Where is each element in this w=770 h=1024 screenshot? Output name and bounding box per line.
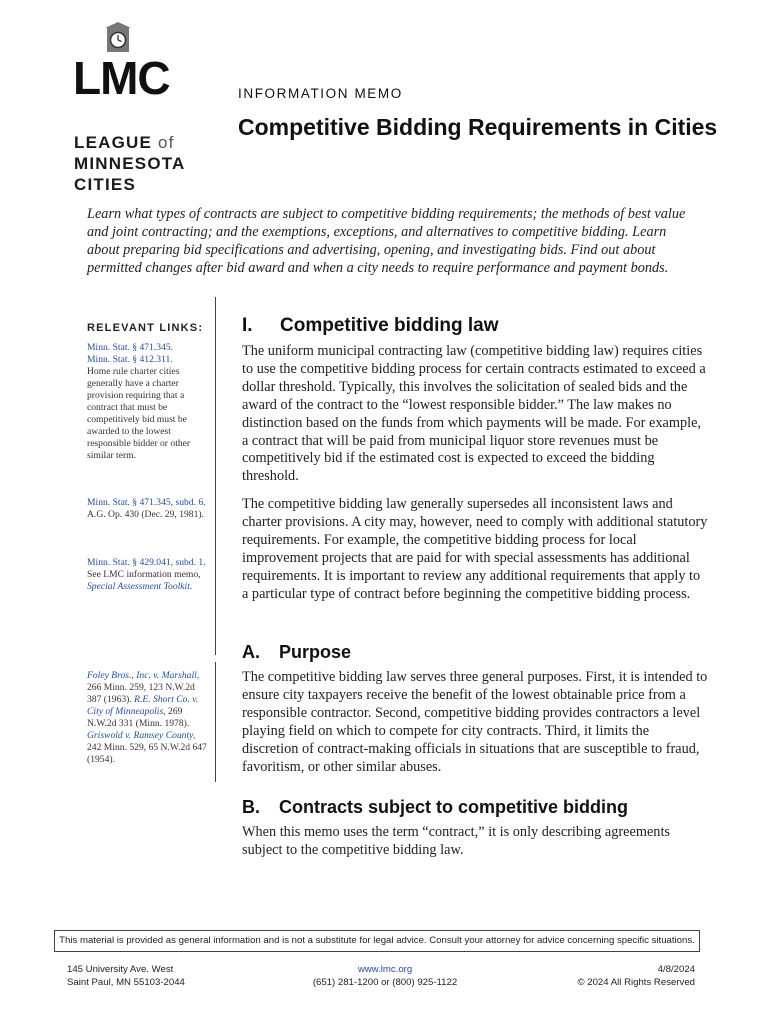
page-title: Competitive Bidding Requirements in Cities	[238, 114, 718, 140]
logo-org-line3: CITIES	[74, 175, 136, 194]
address-line-2: Saint Paul, MN 55103-2044	[67, 976, 185, 988]
copyright-notice: © 2024 All Rights Reserved	[577, 976, 695, 988]
logo-org-name	[74, 132, 214, 195]
link-case-foley-bros[interactable]: Foley Bros., Inc. v. Marshall,	[87, 670, 200, 681]
footer-address	[67, 964, 185, 989]
section-number: A.	[242, 642, 260, 662]
section-b-heading	[242, 797, 628, 818]
relevant-links-heading: RELEVANT LINKS:	[87, 322, 204, 334]
logo-org-line2: MINNESOTA	[74, 154, 186, 173]
section-title: Contracts subject to competitive bidding	[279, 797, 629, 817]
legal-disclaimer: This material is provided as general information and is not a substitute for legal advice. Consult your attorney for advice concerning specific situations.	[54, 930, 700, 952]
logo-org-of: of	[157, 133, 175, 152]
logo-roof	[105, 22, 131, 28]
citation-text: 266 Minn. 259, 123 N.W.2d 387 (1963).	[87, 682, 195, 705]
logo-org-line1: LEAGUE	[74, 133, 153, 152]
citation-text: 242 Minn. 529, 65 N.W.2d 647 (1954).	[87, 742, 207, 765]
section-title: Purpose	[279, 642, 352, 662]
section-1-paragraph-1: The uniform municipal contracting law (competitive bidding law) requires cities to use the competitive bidding process for certain contracts estimated to exceed a dollar threshold. Typically, this involves the solicitation of sealed bids and the award of the contract to the “lowest responsible bidder.” The law makes no distinction based on the funds from which payments will be made. For example, a contract that will be paid from municipal liquor store revenues must be competitively bid if the estimated cost is expected to exceed the bidding threshold.	[242, 343, 706, 485]
link-case-re-short[interactable]: R.E. Short Co. v. City of Minneapolis,	[87, 694, 199, 717]
intro-summary: Learn what types of contracts are subject to competitive bidding requirements; the methods of best value and joint contracting; and the exemptions, exceptions, and alternatives to competitive bidding. Learn about preparing bid specifications and advertising, opening, and investigating bids. Find out about permitted changes after bid award and when a city needs to require performance and payment bonds.	[87, 206, 686, 276]
section-1-paragraph-2: The competitive bidding law generally supersedes all inconsistent laws and charter provisions. A city may, however, need to comply with additional statutory requirements. For example, the competitive bidding process for local improvement projects that are paid for with special assessments has additional requirements. It is important to review any additional requirements that apply to a particular type of contract before beginning the competitive bidding process.	[242, 496, 708, 602]
section-number: I.	[242, 315, 253, 336]
section-a-heading	[242, 642, 351, 663]
memo-type-label: INFORMATION MEMO	[238, 86, 403, 101]
sidebar-note-4	[87, 670, 211, 766]
link-minn-stat-471-345-subd-6[interactable]: Minn. Stat. § 471.345, subd. 6.	[87, 497, 206, 508]
link-minn-stat-412-311[interactable]: Minn. Stat. § 412.311.	[87, 354, 173, 365]
section-title: Competitive bidding law	[280, 315, 499, 336]
citation-text: 269 N.W.2d 331 (Minn. 1978).	[87, 706, 190, 729]
phone-numbers: (651) 281-1200 or (800) 925-1122	[312, 976, 458, 988]
section-b-paragraph: When this memo uses the term “contract,” it is only describing agreements subject to the competitive bidding law.	[242, 824, 670, 858]
sidebar-divider	[215, 297, 216, 655]
link-special-assessment-toolkit[interactable]: Special Assessment Toolkit.	[87, 581, 193, 592]
sidebar-note-1	[87, 342, 211, 462]
section-1-heading	[242, 315, 499, 337]
publication-date: 4/8/2024	[657, 964, 695, 975]
section-number: B.	[242, 797, 260, 817]
link-minn-stat-429-041[interactable]: Minn. Stat. § 429.041, subd. 1.	[87, 557, 206, 568]
website-link[interactable]: www.lmc.org	[357, 964, 413, 975]
sidebar-note-2	[87, 497, 211, 521]
sidebar-note-text: See LMC information memo,	[87, 569, 201, 580]
section-a-paragraph: The competitive bidding law serves three general purposes. First, it is intended to ensure city taxpayers receive the benefit of the lowest obtainable price from a responsible contractor. Second, competitive bidding provides contractors a level playing field on which to compete for city contracts. Third, it limits the discretion of contract-making officials in situations that are susceptible to fraud, favoritism, or other similar abuses.	[242, 669, 708, 775]
footer-contact	[290, 964, 480, 989]
link-minn-stat-471-345[interactable]: Minn. Stat. § 471.345.	[87, 342, 174, 353]
lmc-logo-mark	[72, 22, 172, 100]
sidebar-note-3	[87, 557, 211, 593]
sidebar-note-text: A.G. Op. 430 (Dec. 29, 1981).	[87, 509, 204, 520]
logo-mark-text: LMC	[73, 52, 170, 100]
link-case-griswold[interactable]: Griswold v. Ramsey County,	[87, 730, 196, 741]
footer-date-copyright	[578, 964, 695, 989]
address-line-1: 145 University Ave. West	[67, 964, 174, 975]
sidebar-note-text: Home rule charter cities generally have a charter provision requiring that a contract that must be competitively bid must be awarded to the lowest responsible bidder or other similar term.	[87, 366, 191, 461]
sidebar-divider-lower	[215, 662, 216, 782]
